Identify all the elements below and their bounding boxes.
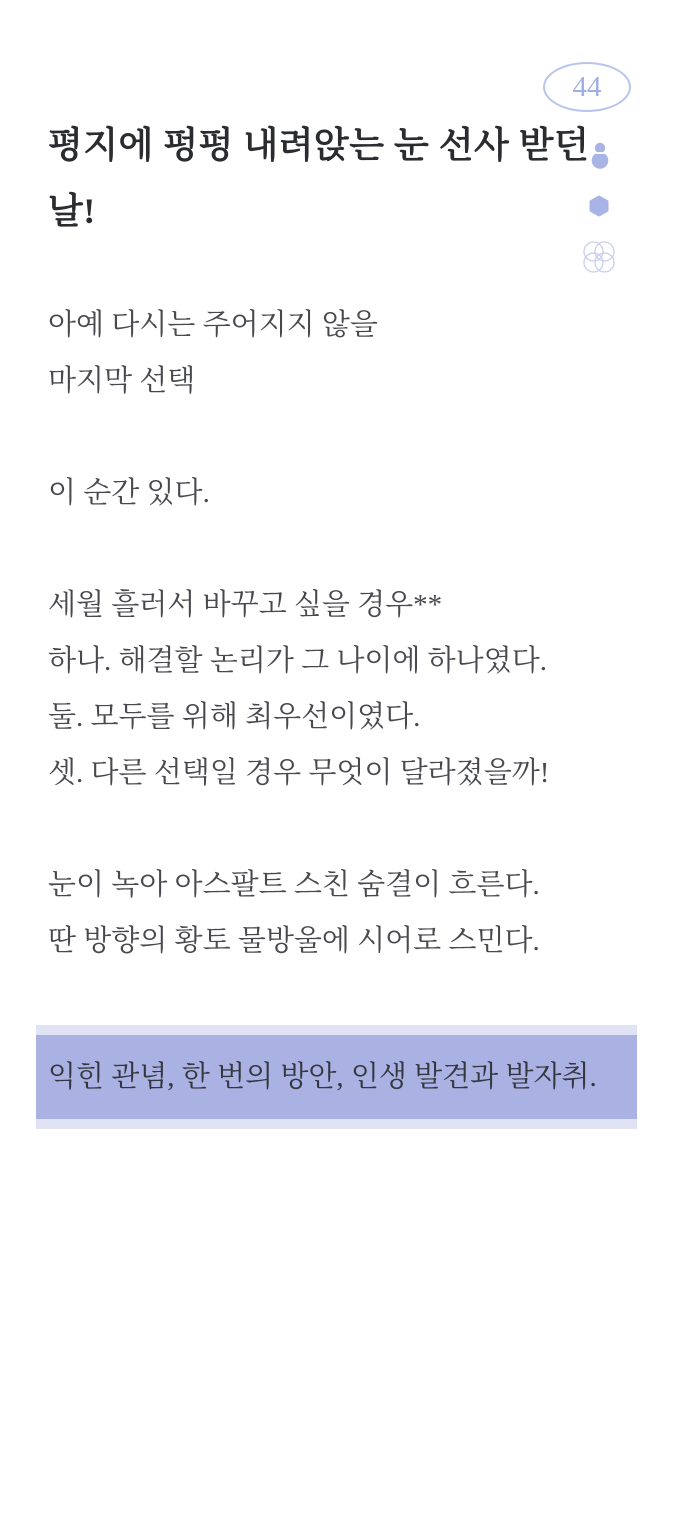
poem-line: 이 순간 있다.: [48, 477, 210, 509]
snowman-icon: [591, 142, 609, 175]
poem-line: 마지막 선택: [48, 365, 196, 397]
poem-title-line-2: 날!: [48, 191, 96, 231]
poem-title-line-1: 평지에 펑펑 내려앉는 눈 선사 받던: [48, 125, 590, 165]
stanza-3: [48, 577, 680, 801]
poem-line: 딴 방향의 황토 물방울에 시어로 스민다.: [48, 925, 540, 957]
highlight-halo: [36, 1025, 637, 1129]
stanza-4: [48, 857, 680, 969]
poem-title: [48, 112, 589, 244]
page-number: 44: [572, 70, 602, 103]
hexagon-icon: [589, 195, 609, 222]
poem-line: 눈이 녹아 아스팔트 스친 숨결이 흐른다.: [48, 869, 540, 901]
stanza-2: [48, 465, 680, 521]
poem-line: 셋. 다른 선택일 경우 무엇이 달라졌을까!: [48, 757, 550, 789]
poem-line: 세월 흘러서 바꾸고 싶을 경우**: [48, 589, 443, 621]
highlighted-passage[interactable]: 익힌 관념, 한 번의 방안, 인생 발견과 발자취.: [36, 1035, 637, 1119]
poem-line: 둘. 모두를 위해 최우선이였다.: [48, 701, 421, 733]
page-number-badge: [543, 62, 631, 112]
poem-body: [48, 297, 680, 1129]
poem-line: 하나. 해결할 논리가 그 나이에 하나였다.: [48, 645, 547, 677]
poem-line: 아예 다시는 주어지지 않을: [48, 309, 378, 341]
stanza-1: [48, 297, 680, 409]
